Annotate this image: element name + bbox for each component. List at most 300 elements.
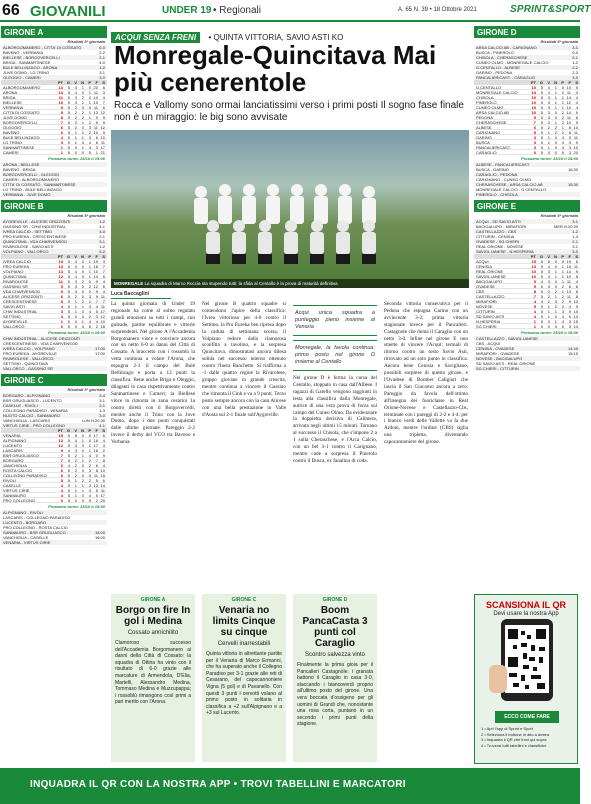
fixture: CENISIA - OVADESE: [476, 346, 515, 351]
stat: 5: [540, 145, 543, 150]
team-name: BACIGALUPO: [476, 279, 503, 284]
team-name: OLEGGIO: [3, 125, 22, 130]
stat: 1: [81, 135, 84, 140]
stat: 2: [88, 463, 91, 468]
stat: 14: [100, 483, 105, 488]
fixture: VALLORCO - GASSINO SR: [3, 366, 53, 371]
stat: 20: [573, 150, 578, 155]
team-name: CARAGLIO: [476, 150, 497, 155]
score: 3-1: [572, 244, 578, 249]
fixture: CRESCENTINESE - VDA CHARVENSOD: [3, 341, 78, 346]
stat: 9: [568, 135, 571, 140]
stat: 6: [575, 259, 578, 264]
next-round-list: [474, 162, 580, 197]
team-name: LASCARIS: [3, 448, 23, 453]
score: 0-0: [572, 50, 578, 55]
pull-quote-2: Monregale, la favola continua: primo posto nel girone D insieme al Centallo: [293, 340, 377, 371]
stat: 2: [554, 125, 557, 130]
match: OLEGGIO - CAMERI: [3, 75, 41, 80]
stat: 3: [74, 284, 77, 289]
standings-col-head: G: [66, 80, 70, 85]
fixture: SD SAVIO ASTI - REAL ORIONE: [476, 361, 536, 366]
group-title: GIRONE A: [1, 26, 107, 38]
stat: 0: [554, 135, 557, 140]
stat: 2: [81, 478, 84, 483]
stat: 17: [100, 309, 105, 314]
team-name: ARONA: [3, 90, 18, 95]
qr-step: 1 • Apri l'app di Sprint e Sport: [481, 726, 533, 731]
stat: 11: [58, 95, 63, 100]
fixture: CHERASCHESE - ARSA CALCIO AB: [476, 182, 543, 187]
team-name: CENISIA: [476, 264, 493, 269]
match: VANCHIGLIA - LASCARIS: [3, 418, 51, 423]
stat: 4: [95, 304, 98, 309]
stat: 1: [74, 140, 77, 145]
stat: 5: [67, 140, 70, 145]
stat: 13: [573, 314, 578, 319]
stat: 5: [67, 115, 70, 120]
stat: 11: [58, 279, 63, 284]
stat: 5: [95, 309, 98, 314]
team-name: OVADESE: [476, 284, 496, 289]
match: QUINCITAVA - VDA CHARVENSOD: [3, 239, 68, 244]
score: 3-1: [572, 45, 578, 50]
stat: 13: [58, 90, 63, 95]
stat: 1: [81, 488, 84, 493]
stat: 9: [533, 279, 536, 284]
stat: 14: [566, 110, 571, 115]
match: SAVIGL.IANESE - N.HESPERIA: [476, 249, 534, 254]
stat: 3: [95, 314, 98, 319]
stat: 9: [95, 294, 98, 299]
stat: 2: [561, 110, 564, 115]
stat: 5: [540, 319, 543, 324]
stat: 1: [88, 110, 91, 115]
fixture: NOVESE - BACIGALUPO: [476, 356, 523, 361]
standings-col-head: S: [102, 254, 105, 259]
stat: 9: [60, 110, 63, 115]
score: 4-0: [99, 229, 105, 234]
match: BAVENO - VERBANIA: [3, 50, 44, 55]
footer-text: INQUADRA IL QR CON LA NOSTRA APP • TROVI TABELLINI E MARCATORI: [30, 779, 406, 790]
stat: 1: [88, 100, 91, 105]
stat: 15: [573, 319, 578, 324]
stat: 5: [67, 100, 70, 105]
stat: 9: [60, 289, 63, 294]
stat: 0: [74, 319, 77, 324]
team-name: CHERASCHESE: [476, 120, 507, 125]
article-column-1: La quinta giornata di Under 19 regionale ha come al solito regalato grandi emozioni su tutti i campi, con goleade, partite equilibrate e vittorie sorprendenti. Nel girone A l'Accademia Borgomanero vince e convince ancora con un netto 6-0 ai danni del Città di Cossato. A braccetto con i rossoblù la vetta continua a volare l'Arona, che espugna 2-1 il campo del Bulé Bellinzago e porta a 12 punti la classifica. Bene anche Briga e Oleggio, dilaganti in casa rispettivamente contro Sanmartinese e Cameri; la Biellese vince in rimonta in zona cesarini 1a contro diretti con il Borgovercelli, mentre anche il Trino con la Juve Domo, dopo i due punti conquistati dalle ultime giornate. Pareggio 2-2 invece il derby del VCO tra Baveno e Verbania.: [111, 301, 195, 446]
stat: 1: [561, 125, 564, 130]
stat: 4: [74, 438, 77, 443]
stat: 4: [575, 279, 578, 284]
stat: 3: [88, 488, 91, 493]
stat: 4: [88, 453, 91, 458]
team-name: ALICESE ORIZZONTI: [3, 294, 43, 299]
stat: 4: [60, 304, 63, 309]
stat: 8: [575, 289, 578, 294]
results-list: [474, 219, 580, 254]
qr-step: 2 • Seleziona il bottone in alto a destra: [481, 731, 550, 737]
match: PANCALIERICAST. - CARAGLIO: [476, 75, 536, 80]
stat: 5: [540, 314, 543, 319]
match: NUOTO CALCIO - SANMAURO: [3, 413, 61, 418]
match: BSR GRUGLIASCO - LUCENTO: [3, 398, 62, 403]
team-name: MIRAFIORI: [476, 299, 497, 304]
stat: 0: [561, 85, 564, 90]
phone-qr-icon[interactable]: [483, 617, 571, 703]
stat: 1: [554, 105, 557, 110]
stat: 0: [554, 324, 557, 329]
photo-caption: [111, 279, 469, 288]
stat: 1: [554, 269, 557, 274]
stat: 1: [561, 274, 564, 279]
stat: 5: [67, 483, 70, 488]
stat: 8: [575, 294, 578, 299]
score: 2-1: [572, 55, 578, 60]
stat: 1: [88, 269, 91, 274]
team-name: CARIGNANO: [476, 130, 501, 135]
stat: 0: [88, 85, 91, 90]
stat: 5: [67, 110, 70, 115]
stat: 5: [67, 468, 70, 473]
stat: 11: [93, 473, 98, 478]
stat: 10: [566, 274, 571, 279]
stat: 1: [81, 100, 84, 105]
stat: 5: [575, 274, 578, 279]
stat: 1: [88, 115, 91, 120]
stat: 1: [88, 90, 91, 95]
stat: 17: [100, 145, 105, 150]
stat: 6: [575, 115, 578, 120]
match: IVREA CALCIO - SETTIMO: [3, 229, 53, 234]
score: 1-2: [99, 65, 105, 70]
stat: 5: [67, 130, 70, 135]
stat: 3: [547, 274, 550, 279]
stat: 2: [81, 115, 84, 120]
stat: 5: [67, 438, 70, 443]
box-title: Boom PancaCasta 3 punti col Caraglio: [302, 605, 368, 649]
stat: 4: [74, 85, 77, 90]
stat: 0: [547, 324, 550, 329]
stat: 2: [561, 120, 564, 125]
next-round-label: Prossimo turno: 23/10 h 15:00: [48, 330, 105, 335]
stat: 3: [74, 100, 77, 105]
stat: 2: [88, 478, 91, 483]
kickoff: 16:30: [567, 167, 578, 172]
group-box: [474, 200, 580, 371]
round-label: Risultati 5ª giornata: [540, 213, 578, 218]
box-group: GIRONE C: [231, 597, 257, 603]
team-name: SANMAURO: [3, 493, 27, 498]
team-name: PEDONA: [476, 115, 493, 120]
match: BRIGA - SANMARTINESE: [3, 60, 51, 65]
stat: 10: [566, 120, 571, 125]
stat: 2: [81, 110, 84, 115]
stat: 6: [60, 473, 63, 478]
stat: 2: [88, 289, 91, 294]
kickoff: 17:00: [94, 351, 105, 356]
standings-col-head: G: [539, 80, 543, 85]
kicker-tag: ACQUI SENZA FRENI: [111, 32, 200, 43]
stat: 0: [81, 468, 84, 473]
left-standings-column: [1, 26, 107, 548]
team-name: RIVAROLESE: [3, 279, 29, 284]
stat: 0: [81, 259, 84, 264]
stat: 6: [95, 135, 98, 140]
stat: 3: [60, 140, 63, 145]
stat: 7: [60, 458, 63, 463]
stat: 12: [100, 110, 105, 115]
stat: 9: [95, 115, 98, 120]
team-name: CHISOLA: [476, 95, 494, 100]
fixture-row: [1, 540, 107, 545]
stat: 3: [88, 483, 91, 488]
stat: 3: [81, 314, 84, 319]
stat: 5: [575, 85, 578, 90]
stat: 3: [547, 100, 550, 105]
score: MER H.20.30: [553, 224, 578, 229]
stat: 3: [533, 135, 536, 140]
score: 3-4: [99, 393, 105, 398]
stat: 4: [88, 140, 91, 145]
standings-col-head: V: [74, 254, 77, 259]
stat: 7: [95, 458, 98, 463]
highlight-boxes: [111, 594, 469, 764]
standings-col-head: PT: [57, 80, 63, 85]
stat: 5: [67, 493, 70, 498]
stat: 5: [67, 294, 70, 299]
stat: 3: [561, 309, 564, 314]
score: 1-2: [99, 244, 105, 249]
team-name: ALPIGNANO: [3, 438, 27, 443]
stat: 5: [67, 284, 70, 289]
standings-col-head: V: [74, 428, 77, 433]
stat: 5: [60, 478, 63, 483]
fixture: ALBESE - PANCALIERICAST.: [476, 162, 530, 167]
stat: 5: [67, 478, 70, 483]
stat: 9: [568, 299, 571, 304]
stat: 2: [88, 299, 91, 304]
stat: 3: [88, 125, 91, 130]
standings-col-head: G: [539, 254, 543, 259]
stat: 1: [554, 309, 557, 314]
standings-col-head: PT: [530, 254, 536, 259]
stat: 12: [100, 125, 105, 130]
stat: 1: [81, 453, 84, 458]
stat: 17: [93, 433, 98, 438]
stat: 0: [81, 284, 84, 289]
stat: 8: [533, 289, 536, 294]
stat: 5: [568, 314, 571, 319]
kickoff: 18:00: [94, 530, 105, 535]
stat: 1: [554, 274, 557, 279]
team-name: CASTELLAZZO: [476, 294, 505, 299]
score: 3-1: [99, 239, 105, 244]
fixture: IVREA CALCIO - VOLPIANO: [3, 346, 55, 351]
team-name: PANCALIERICAST.: [476, 145, 511, 150]
group-title: GIRONE E: [474, 200, 580, 212]
stat: 3: [547, 269, 550, 274]
stat: 1: [81, 319, 84, 324]
stat: 14: [573, 324, 578, 329]
stat: 5: [540, 269, 543, 274]
stat: 9: [60, 448, 63, 453]
stat: 0: [554, 299, 557, 304]
stat: 4: [547, 90, 550, 95]
team-name: BSR GRUGLIASCO: [3, 453, 40, 458]
team-name: VALLORCO: [3, 324, 25, 329]
standings-col-head: S: [102, 428, 105, 433]
next-round-label: Prossimo turno: 23/10 h 15:00: [521, 156, 578, 161]
stat: 9: [575, 110, 578, 115]
stat: 2: [102, 448, 105, 453]
stat: 4: [74, 269, 77, 274]
stat: 7: [102, 299, 105, 304]
stat: 4: [561, 140, 564, 145]
fixture: LASCARIS - COLLEGNO PARADISO: [3, 515, 71, 520]
team-name: CBS: [476, 289, 485, 294]
match: CASTELLAZZO - CBS: [476, 229, 517, 234]
fixture: CASTELLAZZO - SAVIGL.IANESE: [476, 336, 538, 341]
stat: 0: [74, 314, 77, 319]
team-name: VIRTUS CIRIE: [3, 488, 30, 493]
stat: 3: [568, 150, 571, 155]
stat: 0: [88, 438, 91, 443]
stat: 10: [93, 95, 98, 100]
stat: 10: [531, 274, 536, 279]
stat: 3: [102, 90, 105, 95]
stat: 13: [531, 90, 536, 95]
stat: 9: [575, 269, 578, 274]
team-name: CITTURIN: [476, 309, 495, 314]
stat: 5: [67, 299, 70, 304]
stat: 1: [74, 309, 77, 314]
stat: 9: [102, 120, 105, 125]
fixture-row: [1, 366, 107, 371]
stat: 0: [74, 145, 77, 150]
standings-col-head: F: [95, 80, 98, 85]
fixture: SETTIMO - QUINCITAVA: [3, 361, 48, 366]
box-group: GIRONE D: [322, 597, 348, 603]
next-round-list: [1, 162, 107, 197]
stat: 0: [81, 125, 84, 130]
stat: 5: [540, 125, 543, 130]
stat: 6: [60, 294, 63, 299]
team-name: LUCENTO: [3, 443, 23, 448]
team-name: BUSCA: [476, 140, 490, 145]
stat: 12: [93, 284, 98, 289]
stat: 3: [547, 115, 550, 120]
stat: 16: [93, 264, 98, 269]
stat: 1: [81, 483, 84, 488]
stat: 5: [67, 264, 70, 269]
stat: 3: [81, 105, 84, 110]
stat: 6: [60, 468, 63, 473]
stat: 5: [540, 259, 543, 264]
score: 3-0: [572, 249, 578, 254]
stat: 9: [102, 453, 105, 458]
article-column-4: Seconda vittoria consecutiva per il Pedona che espugna Garino con un avvincente 3-2; prima vittoria stagionale invece per il Pancalieri. Castagnole che doma il Caraglio con un netto 3-0. Infine nel girone E non smette di vincere l'Acqui: termali di ritorno contro un tosto Savio Asti, ritrovato ad un solo punto in classifica. Ancora bene Cenisia e Savigliano, possibili sorprese di questo girone, e l'Ovadese di Bomber Caligiuri che lascia il San Giacomo ancora a zero. Pareggio da favola dell'ottimo all'insegna dei fuoriclasse in Real Orione-Novese e Castellazzo-Cbs, terminate con i pareggi di 2-2 e 4-4: per i bianco verdi delle Vallette va fa due Ardoni, mentre l'ordine (CBS) siglia una tripletta, diventando capocannoniere del girone.: [384, 301, 468, 446]
stat: 3: [88, 473, 91, 478]
box-title: Borgo on fire In gol i Medina: [115, 605, 191, 627]
stat: 11: [573, 135, 578, 140]
stat: 3: [88, 294, 91, 299]
round-label: Risultati 5ª giornata: [67, 213, 105, 218]
standings-col-head: P: [561, 80, 564, 85]
next-round-list: [1, 336, 107, 371]
stat: 5: [67, 85, 70, 90]
stat: 6: [102, 284, 105, 289]
fixture: PRO EUREKA - AYGREVILLE: [3, 351, 57, 356]
stat: 1: [81, 438, 84, 443]
stat: 3: [60, 314, 63, 319]
stat: 4: [568, 304, 571, 309]
stat: 6: [102, 105, 105, 110]
stat: 9: [575, 120, 578, 125]
stat: 0: [81, 473, 84, 478]
score: 3-1: [99, 70, 105, 75]
kickoff: 16:00: [94, 535, 105, 540]
stat: 11: [93, 105, 98, 110]
stat: 0: [81, 274, 84, 279]
team-name: BAVENO: [3, 130, 20, 135]
box-title: Venaria no limits Cinque su cinque: [212, 605, 276, 638]
qr-cta: ECCO COME FARE: [495, 711, 559, 723]
stat: 15: [58, 433, 63, 438]
stat: 4: [88, 145, 91, 150]
stat: 3: [88, 468, 91, 473]
team-name: MONREGALE CALCIO: [476, 90, 518, 95]
team-photo-image: [181, 170, 401, 270]
stat: 0: [554, 140, 557, 145]
score: 2-1: [99, 55, 105, 60]
stat: 20: [93, 85, 98, 90]
stat: 5: [561, 150, 564, 155]
fixture: VANCHIGLIA - CASELLE: [3, 535, 49, 540]
stat: 5: [74, 433, 77, 438]
stat: 2: [547, 299, 550, 304]
stat: 0: [81, 498, 84, 503]
stat: 16: [93, 438, 98, 443]
stat: 10: [531, 269, 536, 274]
section-title: GIOVANILI: [30, 3, 106, 20]
stat: 1: [554, 100, 557, 105]
stat: 5: [540, 85, 543, 90]
results-list: [1, 393, 107, 428]
stat: 2: [561, 299, 564, 304]
stat: 4: [547, 85, 550, 90]
stat: 5: [67, 314, 70, 319]
stat: 4: [67, 448, 70, 453]
kicker-text: • QUINTA VITTORIA, SAVIO ASTI KO: [208, 33, 344, 42]
stat: 1: [561, 105, 564, 110]
match: REAL ORIONE - NOVESE: [476, 244, 524, 249]
stat: 3: [575, 90, 578, 95]
fixture: BUSCA - GARINO: [476, 167, 509, 172]
stat: 2: [88, 284, 91, 289]
stat: 4: [561, 314, 564, 319]
stat: 5: [88, 150, 91, 155]
stat: 8: [568, 284, 571, 289]
stat: 5: [67, 125, 70, 130]
standings-col-head: V: [547, 254, 550, 259]
stat: 9: [102, 130, 105, 135]
stat: 11: [100, 488, 105, 493]
stat: 0: [81, 433, 84, 438]
stat: 5: [67, 453, 70, 458]
stat: 11: [93, 125, 98, 130]
